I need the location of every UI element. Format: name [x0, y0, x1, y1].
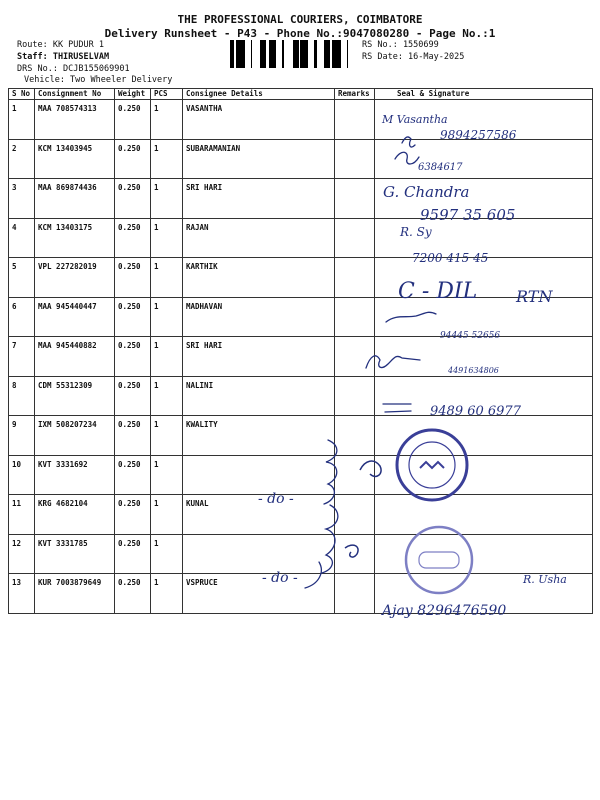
barcode-bar	[239, 40, 240, 68]
cell-consignment: IXM 508207234	[35, 416, 115, 456]
drs-number: DRS No.: DCJB155069901	[17, 64, 130, 74]
barcode-image	[230, 40, 356, 68]
cell-consignee: VASANTHA	[183, 100, 335, 140]
cell-consignment: MAA 945440447	[35, 297, 115, 337]
cell-consignee: MADHAVAN	[183, 297, 335, 337]
table-row	[9, 139, 593, 179]
cell-seal-signature	[375, 297, 593, 337]
cell-sno: 6	[9, 297, 35, 337]
barcode-bar	[236, 40, 239, 68]
table-row	[9, 218, 593, 258]
cell-consignee: NALINI	[183, 376, 335, 416]
table-header-row	[9, 89, 593, 100]
cell-weight: 0.250	[115, 179, 151, 219]
cell-remarks	[335, 534, 375, 574]
company-title: THE PROFESSIONAL COURIERS, COIMBATORE	[177, 13, 423, 26]
handwritten-name: G. Chandra	[383, 183, 470, 201]
handwritten-name: R. Sy	[400, 225, 432, 239]
cell-pcs: 1	[151, 100, 183, 140]
handwritten-phone: 7200 415 45	[412, 251, 489, 265]
cell-weight: 0.250	[115, 139, 151, 179]
handwritten-phone: 9894257586	[440, 128, 517, 142]
column-header: S No	[9, 89, 35, 100]
table-row	[9, 376, 593, 416]
cell-weight: 0.250	[115, 495, 151, 535]
cell-sno: 5	[9, 258, 35, 298]
rs-date: RS Date: 16-May-2025	[362, 52, 465, 62]
cell-pcs: 1	[151, 376, 183, 416]
barcode-bar	[264, 40, 266, 68]
cell-consignee: SRI HARI	[183, 179, 335, 219]
table-row	[9, 534, 593, 574]
handwritten-phone: 4491634806	[448, 366, 499, 375]
column-header: Consignee Details	[183, 89, 335, 100]
cell-seal-signature	[375, 574, 593, 614]
cell-weight: 0.250	[115, 218, 151, 258]
cell-remarks	[335, 179, 375, 219]
handwritten-phone: 6384617	[418, 162, 463, 173]
cell-remarks	[335, 574, 375, 614]
handwritten-phone: 9597 35 605	[420, 206, 516, 224]
cell-consignee: SRI HARI	[183, 337, 335, 377]
barcode-bar	[270, 40, 272, 68]
barcode-bar	[329, 40, 330, 68]
cell-remarks	[335, 416, 375, 456]
cell-pcs: 1	[151, 179, 183, 219]
cell-remarks	[335, 258, 375, 298]
vehicle-label: Vehicle: Two Wheeler Delivery	[24, 75, 173, 85]
cell-pcs: 1	[151, 534, 183, 574]
cell-weight: 0.250	[115, 534, 151, 574]
cell-consignee: KUNAL	[183, 495, 335, 535]
handwritten-name: R. Usha	[523, 573, 567, 586]
cell-remarks	[335, 495, 375, 535]
table-row	[9, 574, 593, 614]
barcode-bar	[300, 40, 302, 68]
cell-seal-signature	[375, 218, 593, 258]
cell-sno: 9	[9, 416, 35, 456]
cell-pcs: 1	[151, 297, 183, 337]
cell-consignment: KCM 13403175	[35, 218, 115, 258]
barcode-bar	[305, 40, 306, 68]
cell-consignment: CDM 55312309	[35, 376, 115, 416]
cell-pcs: 1	[151, 218, 183, 258]
table-row	[9, 297, 593, 337]
barcode-bar	[275, 40, 276, 68]
handwritten-name: M Vasantha	[382, 113, 448, 126]
cell-remarks	[335, 455, 375, 495]
cell-remarks	[335, 297, 375, 337]
rs-number: RS No.: 1550699	[362, 40, 439, 50]
cell-remarks	[335, 218, 375, 258]
cell-consignee: RAJAN	[183, 218, 335, 258]
barcode-bar	[306, 40, 308, 68]
barcode-bar	[338, 40, 341, 68]
cell-remarks	[335, 376, 375, 416]
cell-consignee: KWALITY	[183, 416, 335, 456]
cell-sno: 13	[9, 574, 35, 614]
cell-seal-signature	[375, 495, 593, 535]
cell-sno: 12	[9, 534, 35, 574]
runsheet-table	[8, 88, 593, 614]
cell-sno: 3	[9, 179, 35, 219]
barcode-bar	[242, 40, 245, 68]
cell-remarks	[335, 139, 375, 179]
cell-sno: 11	[9, 495, 35, 535]
barcode-bar	[347, 40, 348, 68]
handwritten-remark: RTN	[516, 287, 553, 306]
barcode-bar	[335, 40, 336, 68]
barcode-bar	[251, 40, 252, 68]
cell-seal-signature	[375, 100, 593, 140]
cell-weight: 0.250	[115, 574, 151, 614]
cell-weight: 0.250	[115, 455, 151, 495]
cell-pcs: 1	[151, 416, 183, 456]
cell-sno: 10	[9, 455, 35, 495]
cell-seal-signature	[375, 139, 593, 179]
cell-consignment: KVT 3331692	[35, 455, 115, 495]
table-row	[9, 495, 593, 535]
column-header: PCS	[151, 89, 183, 100]
cell-seal-signature	[375, 416, 593, 456]
staff-label: Staff: THIRUSELVAM	[17, 52, 110, 62]
cell-remarks	[335, 337, 375, 377]
cell-pcs: 1	[151, 337, 183, 377]
cell-consignee: KARTHIK	[183, 258, 335, 298]
column-header: Remarks	[335, 89, 375, 100]
table-row	[9, 455, 593, 495]
cell-weight: 0.250	[115, 258, 151, 298]
barcode-bar	[233, 40, 234, 68]
barcode-bar	[230, 40, 233, 68]
ditto-mark: - do -	[262, 570, 298, 586]
barcode-bar	[314, 40, 317, 68]
route-label: Route: KK PUDUR 1	[17, 40, 104, 50]
barcode-bar	[324, 40, 326, 68]
cell-sno: 4	[9, 218, 35, 258]
cell-consignee	[183, 455, 335, 495]
handwritten-phone: 9489 60 6977	[430, 404, 521, 419]
cell-weight: 0.250	[115, 100, 151, 140]
barcode-bar	[293, 40, 294, 68]
cell-pcs: 1	[151, 455, 183, 495]
table-row	[9, 179, 593, 219]
cell-consignment: VPL 227282019	[35, 258, 115, 298]
cell-consignment: KCM 13403945	[35, 139, 115, 179]
cell-consignee: SUBARAMANIAN	[183, 139, 335, 179]
handwritten-phone: 94445 52656	[440, 331, 501, 341]
cell-consignment: KVT 3331785	[35, 534, 115, 574]
barcode-bar	[336, 40, 338, 68]
table-row	[9, 416, 593, 456]
cell-weight: 0.250	[115, 376, 151, 416]
cell-seal-signature	[375, 455, 593, 495]
ditto-mark: - do -	[258, 491, 294, 507]
handwritten-code: C - DIL	[398, 279, 478, 304]
cell-sno: 8	[9, 376, 35, 416]
cell-weight: 0.250	[115, 297, 151, 337]
column-header: Seal & Signature	[375, 89, 593, 100]
barcode-bar	[294, 40, 296, 68]
cell-seal-signature	[375, 534, 593, 574]
runsheet-subtitle: Delivery Runsheet - P43 - Phone No.:9047080280 - Page No.:1	[104, 27, 496, 40]
cell-sno: 1	[9, 100, 35, 140]
cell-remarks	[335, 100, 375, 140]
cell-consignee: VSPRUCE	[183, 574, 335, 614]
cell-pcs: 1	[151, 258, 183, 298]
handwritten-signature: Ajay 8296476590	[382, 603, 507, 619]
cell-sno: 2	[9, 139, 35, 179]
cell-weight: 0.250	[115, 416, 151, 456]
cell-sno: 7	[9, 337, 35, 377]
barcode-bar	[302, 40, 305, 68]
cell-seal-signature	[375, 337, 593, 377]
cell-consignee	[183, 534, 335, 574]
barcode-bar	[296, 40, 299, 68]
table-row	[9, 337, 593, 377]
column-header: Weight	[115, 89, 151, 100]
cell-pcs: 1	[151, 139, 183, 179]
barcode-bar	[326, 40, 329, 68]
barcode-bar	[263, 40, 264, 68]
cell-pcs: 1	[151, 574, 183, 614]
barcode-bar	[260, 40, 263, 68]
cell-seal-signature	[375, 258, 593, 298]
barcode-bar	[269, 40, 270, 68]
cell-consignment: MAA 945440882	[35, 337, 115, 377]
cell-consignment: MAA 708574313	[35, 100, 115, 140]
barcode-bar	[282, 40, 284, 68]
barcode-bar	[332, 40, 335, 68]
table-row	[9, 100, 593, 140]
cell-consignment: KUR 7003879649	[35, 574, 115, 614]
cell-seal-signature	[375, 179, 593, 219]
column-header: Consignment No	[35, 89, 115, 100]
cell-weight: 0.250	[115, 337, 151, 377]
barcode-bar	[240, 40, 242, 68]
cell-seal-signature	[375, 376, 593, 416]
table-row	[9, 258, 593, 298]
cell-consignment: MAA 869874436	[35, 179, 115, 219]
barcode-bar	[272, 40, 275, 68]
cell-consignment: KRG 4682104	[35, 495, 115, 535]
cell-pcs: 1	[151, 495, 183, 535]
